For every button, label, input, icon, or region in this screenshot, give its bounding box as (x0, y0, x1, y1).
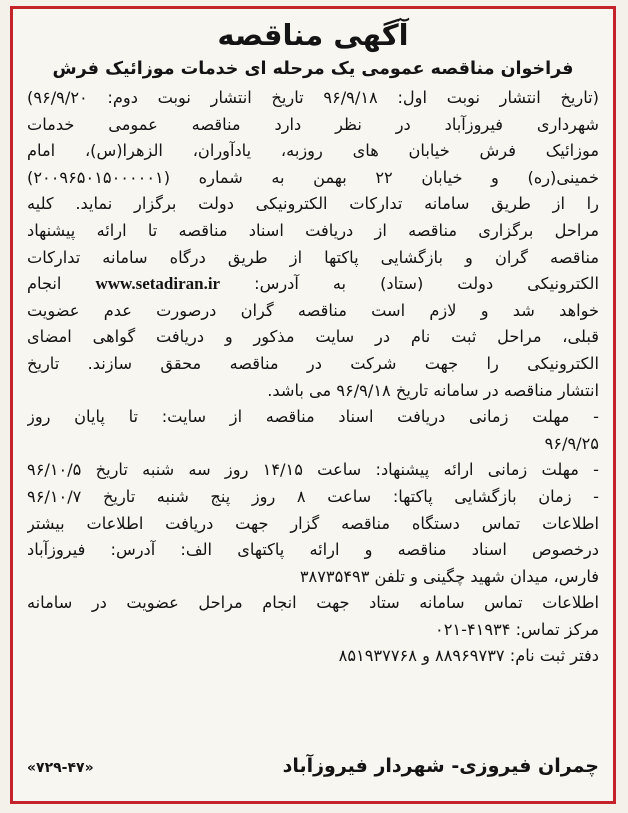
body-line: شهرداری فیروزآباد در نظر دارد مناقصه عمومی خدمات (27, 114, 599, 134)
body-line: مراحل برگزاری مناقصه از دریافت اسناد مناقصه تا ارائه پیشنهاد (27, 220, 599, 240)
body-line: را از طریق سامانه تدارکات الکترونیکی دولت برگزار نماید. کلیه (27, 194, 599, 214)
opening-time: - زمان بازگشایی پاکتها: ساعت ۸ روز پنج شنبه تاریخ ۹۶/۱۰/۷ (27, 486, 599, 506)
body-line: انتشار مناقصه در سامانه تاریخ ۹۶/۹/۱۸ می باشد. (267, 380, 599, 400)
setad-contact-heading: اطلاعات تماس سامانه ستاد جهت انجام مراحل عضویت در سامانه (27, 593, 599, 613)
setad-url-link[interactable]: www.setadiran.ir (95, 274, 221, 294)
notice-content (27, 15, 599, 795)
body-line: قبلی، مراحل ثبت نام در سایت مذکور و دریافت گواهی امضای (27, 327, 599, 347)
contact-info: درخصوص اسناد مناقصه و ارائه پاکتهای الف: آدرس: فیروزآباد (27, 540, 599, 560)
body-line: موزائیک فرش خیابان های روزبه، یادآوران، الزهرا(س)، امام (27, 141, 599, 161)
contact-address-phone: فارس، میدان شهید چگینی و تلفن ۳۸۷۳۵۴۹۳ (299, 566, 599, 586)
proposal-deadline: - مهلت زمانی ارائه پیشنهاد: ساعت ۱۴/۱۵ روز سه شنبه تاریخ ۹۶/۱۰/۵ (27, 460, 599, 480)
document-deadline: - مهلت زمانی دریافت اسناد مناقصه از سایت: تا پایان روز (27, 407, 599, 427)
notice-title: آگهی مناقصه (217, 18, 409, 52)
body-line-text: الکترونیکی دولت (ستاد) به آدرس: (254, 274, 599, 294)
registration-office: دفتر ثبت نام: ۸۸۹۶۹۷۳۷ و ۸۵۱۹۳۷۷۶۸ (338, 646, 599, 666)
notice-body (27, 85, 599, 670)
mayor-signature: چمران فیروزی- شهردار فیروزآباد (282, 755, 599, 777)
body-line: الکترونیکی را جهت شرکت در مناقصه محقق سازند. تاریخ (27, 353, 599, 373)
body-line-with-url (27, 271, 599, 298)
notice-frame (10, 6, 616, 804)
document-deadline-date: ۹۶/۹/۲۵ (544, 433, 599, 453)
call-center: مرکز تماس: ۴۱۹۳۴-۰۲۱ (435, 619, 599, 639)
body-line: خواهد شد و لازم است مناقصه گران درصورت عدم عضویت (27, 300, 599, 320)
publication-dates: (تاریخ انتشار نوبت اول: ۹۶/۹/۱۸ تاریخ انتشار نوبت دوم: ۹۶/۹/۲۰) (27, 88, 599, 107)
body-line: مناقصه گران و بازگشایی پاکتها از طریق درگاه سامانه تدارکات (27, 247, 599, 267)
notice-subtitle: فراخوان مناقصه عمومی یک مرحله ای خدمات موزائیک فرش (52, 59, 574, 79)
contact-info-heading: اطلاعات تماس دستگاه مناقصه گزار جهت دریافت اطلاعات بیشتر (27, 513, 599, 533)
ad-code: «۷۲۹-۴۷» (27, 760, 94, 776)
body-line: خمینی(ره) و خیابان ۲۲ بهمن به شماره (۲۰۰۹۶۵۰۱۵۰۰۰۰۰۱) (27, 167, 599, 187)
url-suffix: انجام (27, 274, 62, 294)
signature-row (27, 755, 599, 777)
